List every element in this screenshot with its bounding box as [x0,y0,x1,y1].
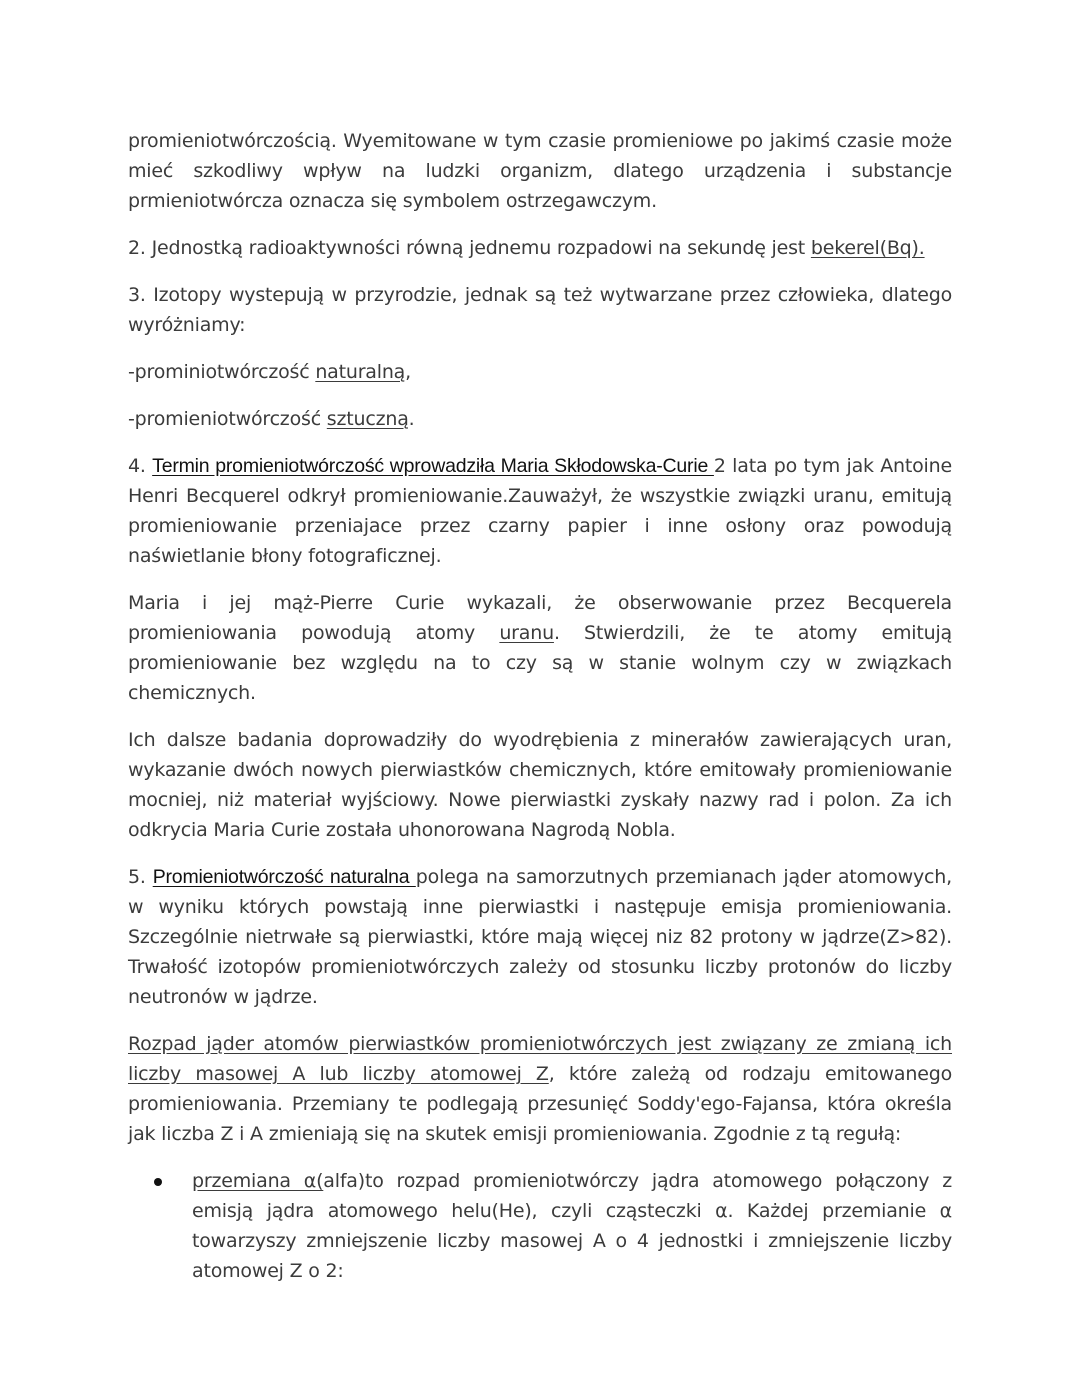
curie-term-link[interactable]: Termin promieniotwórczość wprowadziła Maria Skłodowska-Curie [152,455,714,477]
soddy-fajans-body: , które zależą od rodzaju emitowanego promieniowania. Przemiany te podlegają przesunięć Soddy'ego-Fajansa, która określa jak liczba Z i A zmieniają się na skutek emisji promieniowania. Zgodnie z tą regułą: [128,1063,952,1145]
list-item-artificial [128,404,952,434]
paragraph-radioactivity-warning: promieniotwórczością. Wyemitowane w tym czasie promieniowe po jakimś czasie może mieć szkodliwy wpływ na ludzki organizm, dlatego urządzenia i substancje prmieniotwórcza oznacza się symbolem ostrzegawczym. [128,130,952,212]
curie-uranium-lead: Maria i jej mąż-Pierre Curie wykazali, że obserwowanie przez Becquerela promieniowania powodują atomy [128,592,952,644]
list-item-natural [128,357,952,387]
bullet-icon [154,1178,162,1186]
natural-prefix: -prominiotwórczość [128,361,316,383]
natural-link[interactable]: naturalną [315,361,406,383]
natural-radioactivity-link[interactable]: Promieniotwórczość naturalna [152,866,416,888]
uranium-link[interactable]: uranu [499,622,554,644]
paragraph-curie-uranium [128,588,952,708]
natural-suffix: , [405,361,411,383]
becquerel-unit-text: 2. Jednostką radioaktywności równą jednemu rozpadowi na sekundę jest [128,237,811,259]
decay-list [128,1166,952,1286]
decay-rule-underlined: Rozpad jąder atomów pierwiastków promieniotwórczych jest związany ze zmianą ich liczby masowej A lub liczby atomowej Z [128,1033,952,1085]
paragraph-natural-radioactivity [128,862,952,1012]
artificial-prefix: -promieniotwórczość [128,408,327,430]
curie-uranium-tail: . Stwierdzili, że te atomy emitują promieniowanie bez względu na to czy są w stanie wolnym czy w związkach chemicznych. [128,622,952,704]
paragraph-curie-term [128,451,952,571]
document-page [128,126,952,1286]
alpha-decay-body: alfa)to rozpad promieniotwórczy jądra atomowego połączony z emisją jądra atomowego helu(He), czyli cząsteczki α. Każdej przemianie α towarzyszy zmniejszenie liczby masowej A o 4 jednostki i zmniejszenie liczby atomowej Z o 2: [192,1170,952,1282]
natural-radioactivity-body: polega na samorzutnych przemianach jąder atomowych, w wyniku których powstają inne pierwiastki i następuje emisja promieniowania. Szczególnie nietrwałe są pierwiastki, które mają więcej niz 82 protony w jądrze(Z>82). Trwałość izotopów promieniotwórczych zależy od stosunku liczby protonów do liczby neutronów w jądrze. [128,866,952,1008]
alpha-decay-term: przemiana α( [192,1170,324,1192]
artificial-suffix: . [408,408,415,430]
artificial-link[interactable]: sztuczną [326,408,409,430]
paragraph-becquerel-unit [128,233,952,263]
list-item-alpha-decay [128,1166,952,1286]
paragraph-isotopes: 3. Izotopy wystepują w przyrodzie, jednak są też wytwarzane przez człowieka, dlatego wyróżniamy: [128,284,952,336]
becquerel-link[interactable]: bekerel(Bq). [810,237,925,259]
paragraph-number: 4. [128,455,153,477]
curie-term-body: 2 lata po tym jak Antoine Henri Becquerel odkrył promieniowanie.Zauważył, że wszystkie związki uranu, emitują promieniowanie przeniajace przez czarny papier i inne osłony oraz powodują naświetlanie błony fotograficznej. [128,455,952,567]
paragraph-radium-polonium: Ich dalsze badania doprowadziły do wyodrębienia z minerałów zawierających uran, wykazanie dwóch nowych pierwiastków chemicznych, które emitowały promieniowanie mocniej, niż materiał wyjściowy. Nowe pierwiastki zyskały nazwy rad i polon. Za ich odkrycia Maria Curie została uhonorowana Nagrodą Nobla. [128,729,952,841]
paragraph-soddy-fajans [128,1029,952,1149]
paragraph-number: 5. [128,866,153,888]
